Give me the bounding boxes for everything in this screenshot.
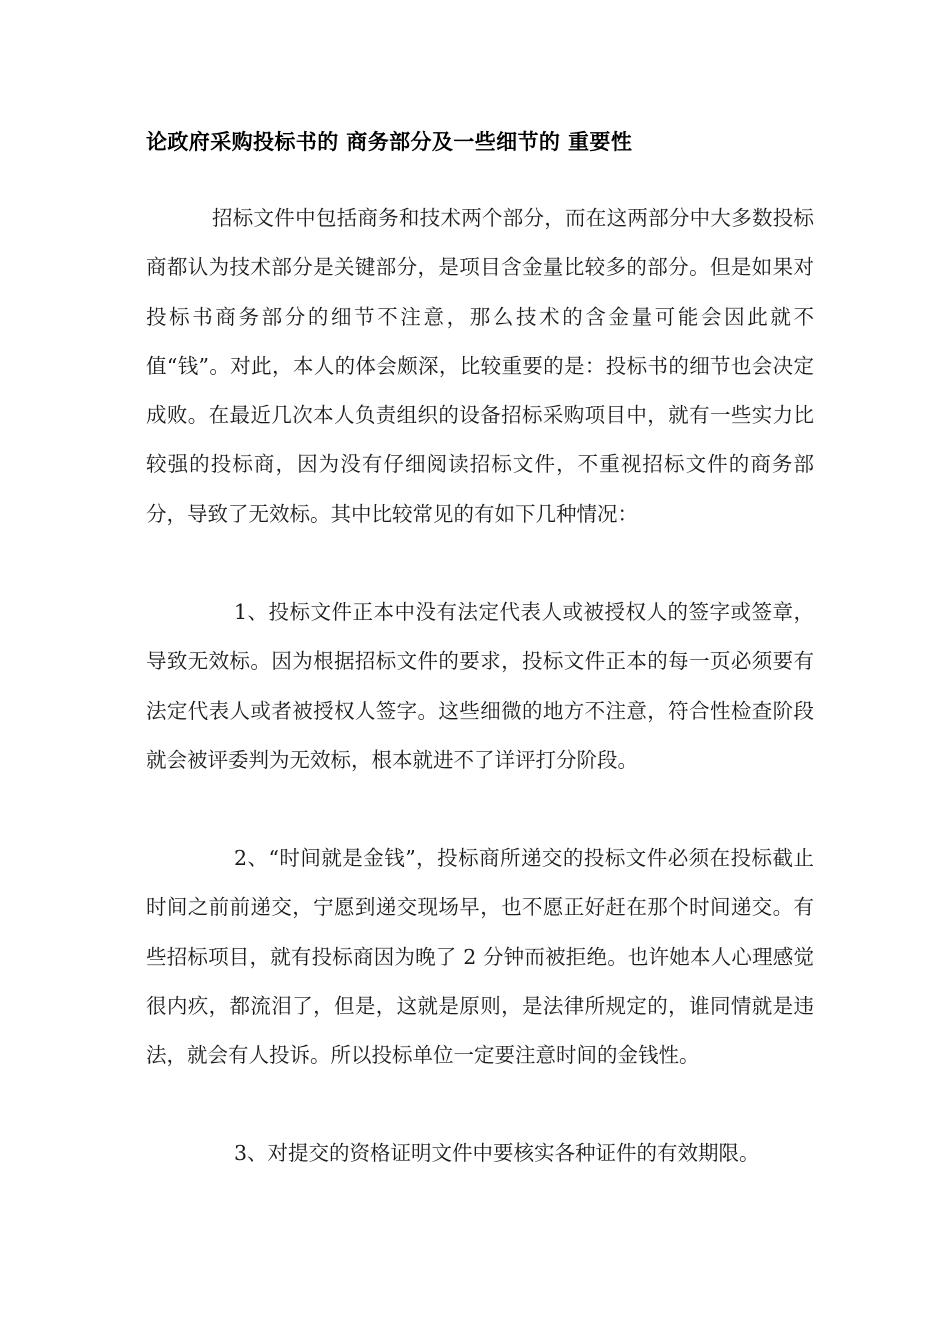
paragraph-item-2: 2、“时间就是金钱”，投标商所递交的投标文件必须在投标截止时间之前前递交，宁愿到递交现场早，也不愿正好赶在那个时间递交。有些招标项目，就有投标商因为晚了 2 分钟而被拒绝。也许她本人心理感觉很内疚，都流泪了，但是，这就是原则，是法律所规定的，谁同情就是违法，就会有人投诉。所以投标单位一定要注意时间的金钱性。 (146, 846, 814, 1068)
paragraph-introduction: 招标文件中包括商务和技术两个部分，而在这两部分中大多数投标商都认为技术部分是关键部分，是项目含金量比较多的部分。但是如果对投标书商务部分的细节不注意，那么技术的含金量可能会因此就不值“钱”。对此，本人的体会颇深，比较重要的是：投标书的细节也会决定成败。在最近几次本人负责组织的设备招标采购项目中，就有一些实力比较强的投标商，因为没有仔细阅读招标文件，不重视招标文件的商务部分，导致了无效标。其中比较常见的有如下几种情况： (146, 206, 814, 526)
paragraph-item-3: 3、对提交的资格证明文件中要核实各种证件的有效期限。 (234, 1141, 760, 1165)
paragraph-item-1: 1、投标文件正本中没有法定代表人或被授权人的签字或签章，导致无效标。因为根据招标文件的要求，投标文件正本的每一页必须要有法定代表人或者被授权人签字。这些细微的地方不注意，符合性检查阶段就会被评委判为无效标，根本就进不了详评打分阶段。 (146, 600, 814, 772)
document-title: 论政府采购投标书的 商务部分及一些细节的 重要性 (146, 129, 633, 154)
